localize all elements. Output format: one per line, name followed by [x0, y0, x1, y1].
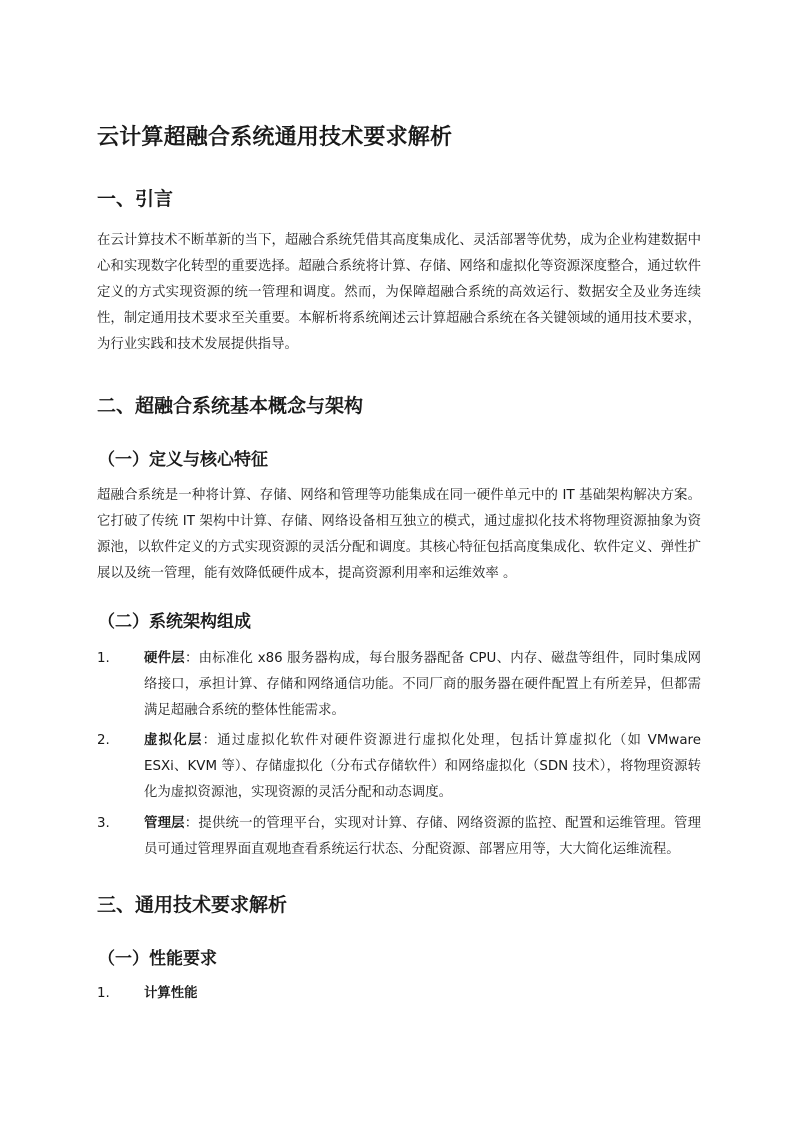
list-text: ：由标准化 x86 服务器构成，每台服务器配备 CPU、内存、磁盘等组件，同时集成网络接口，承担计算、存储和网络通信功能。不同厂商的服务器在硬件配置上有所差异，但都需满足超融合系统的整体性能需求。	[144, 651, 702, 718]
intro-paragraph: 在云计算技术不断革新的当下，超融合系统凭借其高度集成化、灵活部署等优势，成为企业构建数据中心和实现数字化转型的重要选择。超融合系统将计算、存储、网络和虚拟化等资源深度整合，通过软件定义的方式实现资源的统一管理和调度。然而，为保障超融合系统的高效运行、数据安全及业务连续性，制定通用技术要求至关重要。本解析将系统阐述云计算超融合系统在各关键领域的通用技术要求，为行业实践和技术发展提供指导。	[97, 233, 701, 352]
list-item	[97, 981, 701, 1007]
list-number: 1.	[97, 651, 110, 666]
section-heading-intro: 一、引言	[97, 188, 174, 210]
document-page	[97, 118, 701, 1007]
list-term: 硬件层	[144, 651, 185, 666]
subsection-heading-performance: （一）性能要求	[98, 949, 217, 969]
section-heading-requirements: 三、通用技术要求解析	[97, 894, 288, 916]
definition-paragraph: 超融合系统是一种将计算、存储、网络和管理等功能集成在同一硬件单元中的 IT 基础架构解决方案。它打破了传统 IT 架构中计算、存储、网络设备相互独立的模式，通过虚拟化技术将物理资源抽象为资源池，以软件定义的方式实现资源的灵活分配和调度。其核心特征包括高度集成化、软件定义、弹性扩展以及统一管理，能有效降低硬件成本，提高资源利用率和运维效率 。	[97, 488, 701, 581]
list-number: 2.	[97, 733, 110, 748]
list-text: ：提供统一的管理平台，实现对计算、存储、网络资源的监控、配置和运维管理。管理员可通过管理界面直观地查看系统运行状态、分配资源、部署应用等，大大简化运维流程。	[144, 816, 702, 857]
list-item	[97, 646, 701, 724]
list-term: 计算性能	[144, 986, 198, 1001]
section-heading-concepts: 二、超融合系统基本概念与架构	[97, 395, 364, 417]
list-term: 虚拟化层	[144, 733, 203, 748]
list-item	[97, 811, 701, 863]
document-title: 云计算超融合系统通用技术要求解析	[97, 125, 453, 150]
subsection-heading-definition: （一）定义与核心特征	[98, 450, 268, 470]
list-number: 1.	[97, 986, 110, 1001]
list-item	[97, 728, 701, 806]
list-number: 3.	[97, 816, 110, 831]
subsection-heading-architecture: （二）系统架构组成	[98, 612, 251, 632]
list-text: ：通过虚拟化软件对硬件资源进行虚拟化处理，包括计算虚拟化（如 VMware ESXi、KVM 等）、存储虚拟化（分布式存储软件）和网络虚拟化（SDN 技术），将物理资源转化为虚拟资源池，实现资源的灵活分配和动态调度。	[144, 733, 701, 800]
list-term: 管理层	[144, 816, 185, 831]
